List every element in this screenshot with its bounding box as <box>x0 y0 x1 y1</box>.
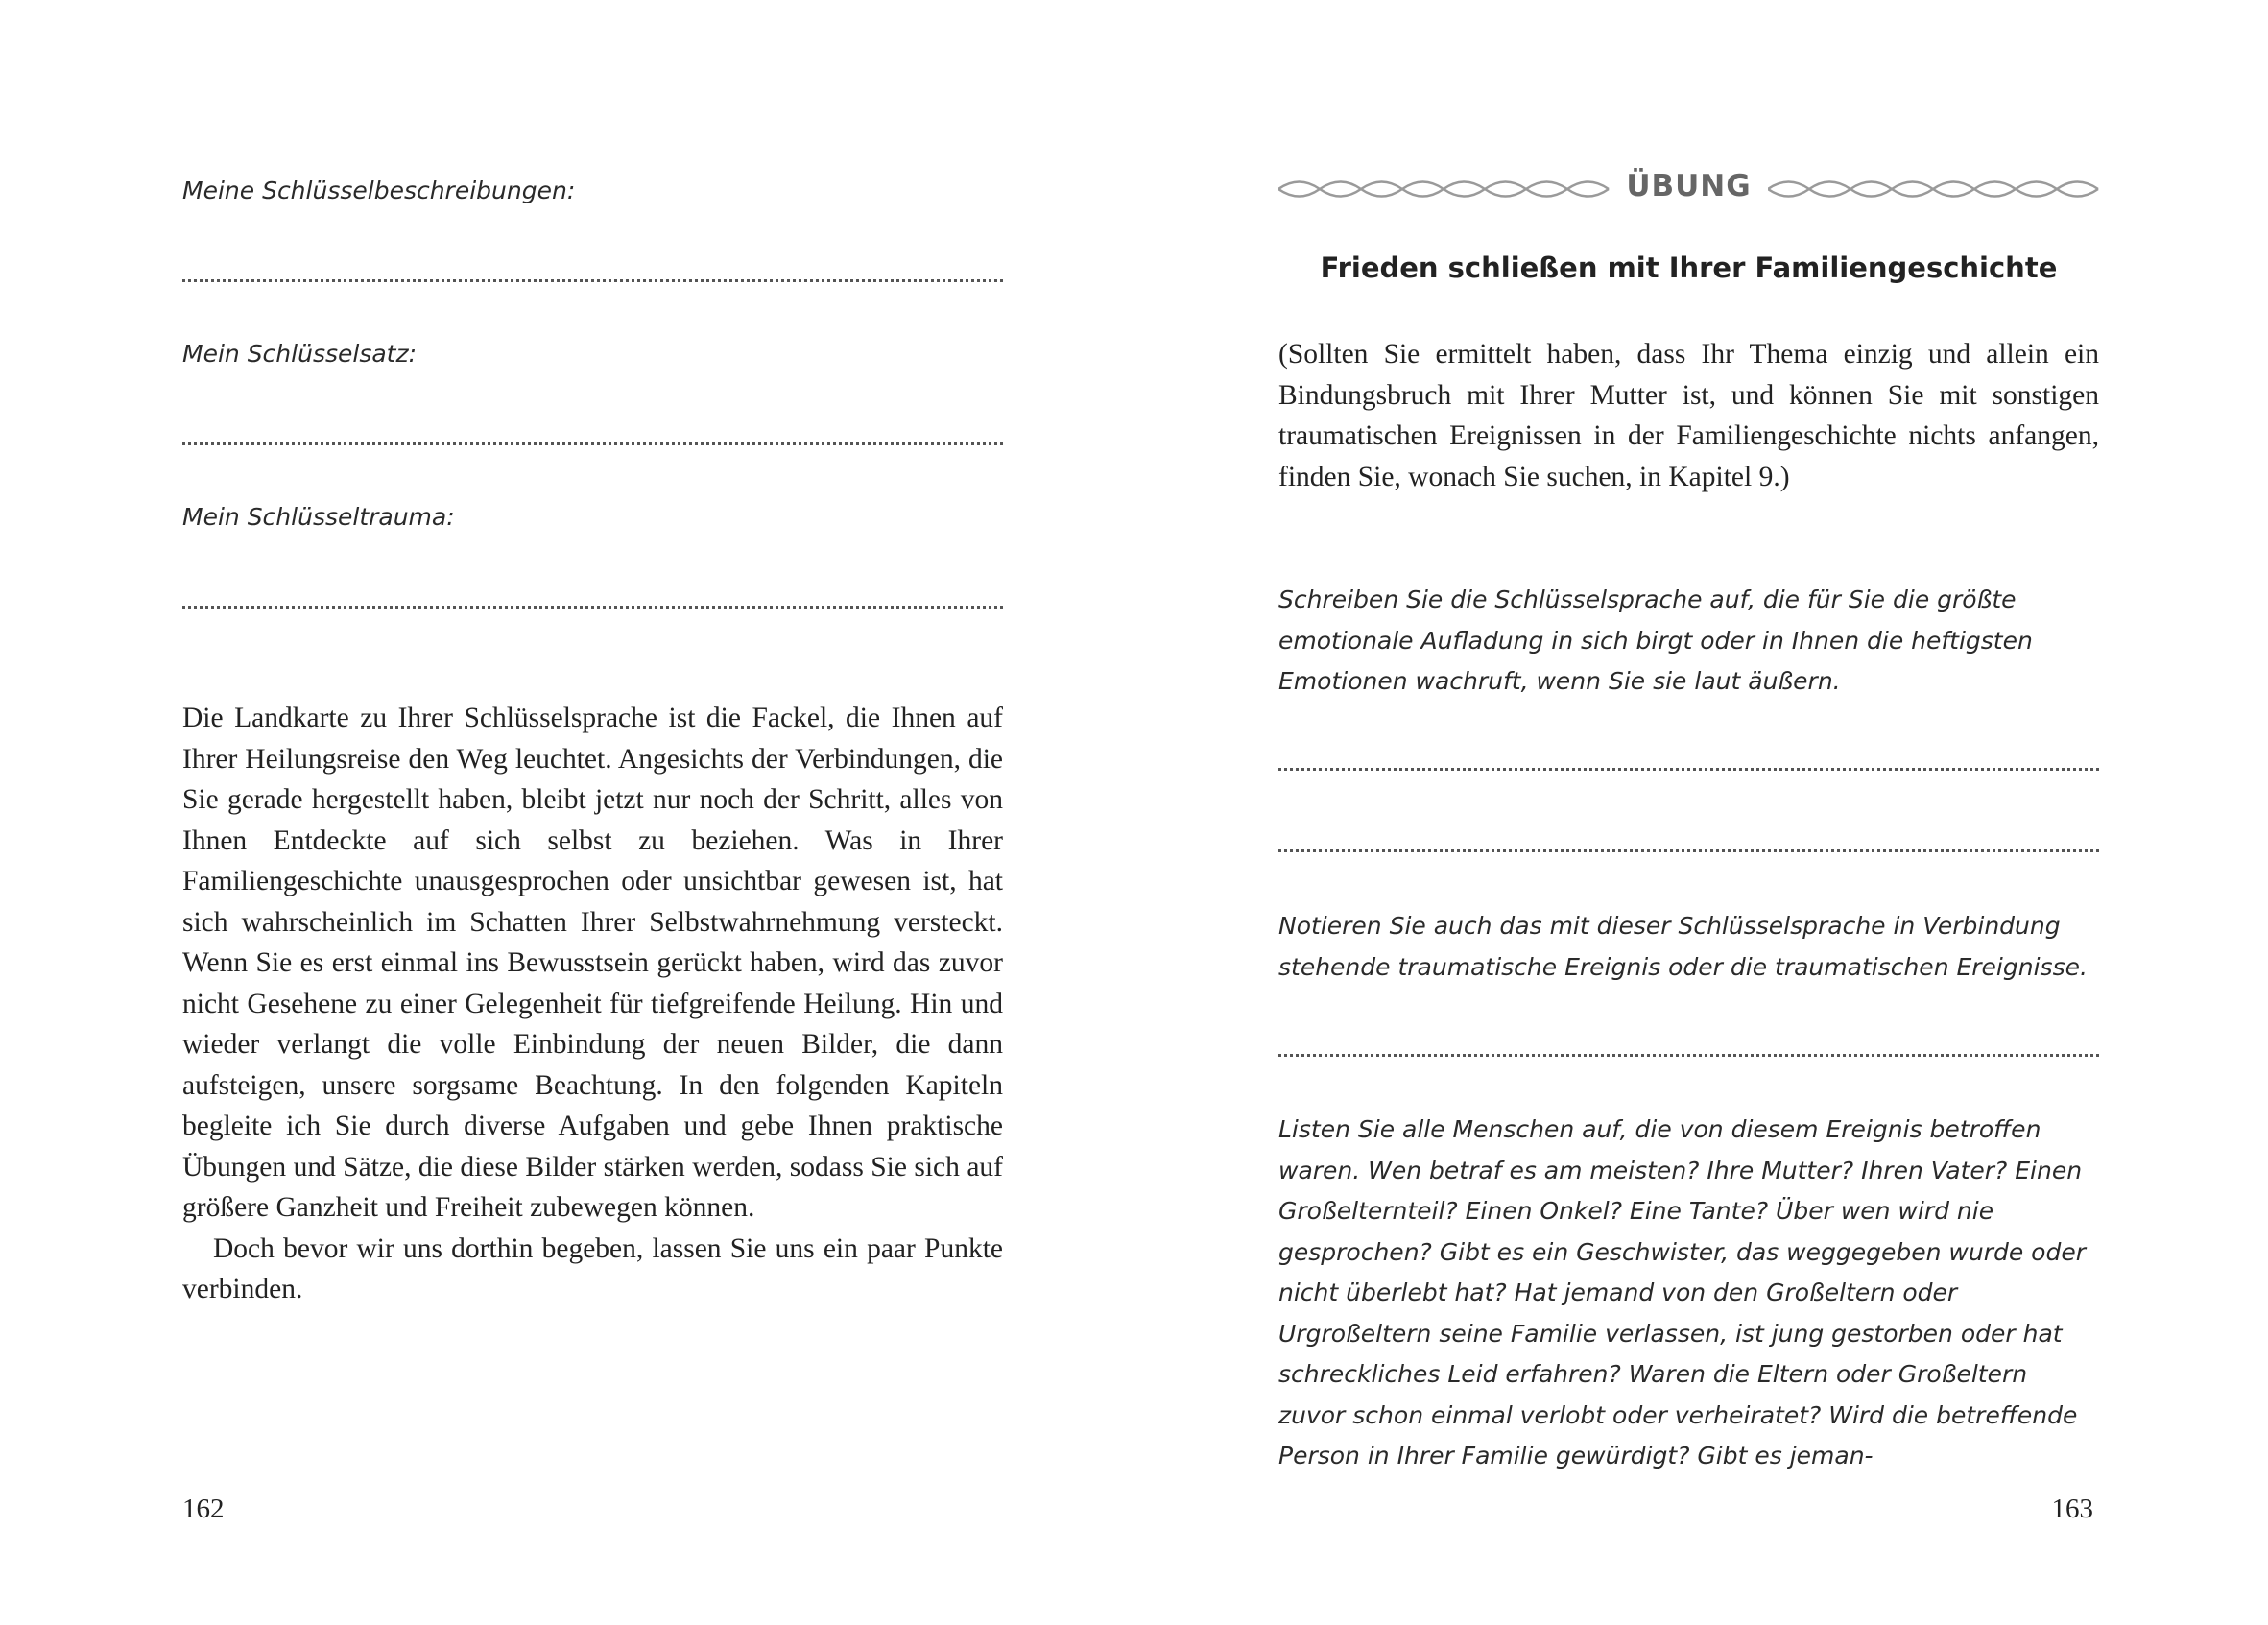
exercise-header <box>1278 167 2099 209</box>
write-line-key-descriptions[interactable] <box>182 279 1003 282</box>
body-text <box>182 698 1003 1310</box>
field-label-key-sentence: Mein Schlüsselsatz: <box>182 340 418 368</box>
exercise-intro: (Sollten Sie ermittelt haben, dass Ihr Thema einzig und allein ein Bindungsbruch mit Ihrer Mutter ist, und können Sie mit sonstigen traumatischen Ereignissen in der Familiengeschichte nichts anfangen, finden Sie, wonach Sie suchen, in Kapitel 9.) <box>1278 339 2099 492</box>
right-page <box>1134 0 2268 1625</box>
write-line-key-trauma[interactable] <box>182 606 1003 609</box>
prompt-key-language: Schreiben Sie die Schlüsselsprache auf, die für Sie die größte emotionale Aufladung in sich birgt oder in Ihnen die heftigsten Emotionen wachruft, wenn Sie sie laut äußern. <box>1278 585 2033 695</box>
write-line-key-sentence[interactable] <box>182 442 1003 445</box>
dna-helix-icon <box>1768 173 2099 205</box>
write-line-prompt-1b[interactable] <box>1278 849 2099 852</box>
section-label: ÜBUNG <box>1626 169 1752 203</box>
prompt-trauma-event: Notieren Sie auch das mit dieser Schlüsselsprache in Verbindung stehende traumatische Ereignis oder die traumatischen Ereignisse. <box>1278 912 2088 981</box>
field-label-key-descriptions: Meine Schlüsselbeschreibungen: <box>182 177 576 204</box>
body-paragraph: Die Landkarte zu Ihrer Schlüsselsprache ist die Fackel, die Ihnen auf Ihrer Heilungsreise den Weg leuchtet. Angesichts der Verbindungen, die Sie gerade hergestellt haben, bleibt jetzt nur noch der Schritt, alles von Ihnen Entdeckte auf sich selbst zu beziehen. Was in Ihrer Familiengeschichte unausgesprochen oder unsichtbar gewesen ist, hat sich wahrscheinlich im Schatten Ihrer Selbstwahrnehmung versteckt. Wenn Sie es erst einmal ins Bewusstsein gerückt haben, wird das zuvor nicht Gesehene zu einer Gelegenheit für tiefgreifende Heilung. Hin und wieder verlangt die volle Einbindung der neuen Bilder, die dann aufsteigen, unsere sorgsame Beachtung. In den folgenden Kapiteln begleite ich Sie durch diverse Aufgaben und gebe Ihnen praktische Übungen und Sätze, die diese Bilder stärken werden, sodass Sie sich auf größere Ganzheit und Freiheit zubewegen können. <box>182 703 1003 1223</box>
prompt-affected-people: Listen Sie alle Menschen auf, die von diesem Ereignis betroffen waren. Wen betraf es am meisten? Ihre Mutter? Ihren Vater? Einen Großelternteil? Einen Onkel? Eine Tante? Über wen wird nie gesprochen? Gibt es ein Geschwister, das weggegeben wurde oder nicht überlebt hat? Hat jemand von den Großeltern oder Urgroßeltern seine Familie verlassen, ist jung gestorben oder hat schreckliches Leid erfahren? Waren die Eltern oder Großeltern zuvor schon einmal verlobt oder verheiratet? Wird die betreffende Person in Ihrer Familie gewürdigt? Gibt es jeman- <box>1278 1115 2086 1470</box>
write-line-prompt-1a[interactable] <box>1278 768 2099 771</box>
body-paragraph: Doch bevor wir uns dorthin begeben, lassen Sie uns ein paar Punkte verbinden. <box>182 1232 1003 1304</box>
exercise-title: Frieden schließen mit Ihrer Familiengeschichte <box>1320 251 2058 284</box>
field-label-key-trauma: Mein Schlüsseltrauma: <box>182 503 455 531</box>
page-number: 163 <box>2051 1494 2093 1524</box>
page-number: 162 <box>182 1494 225 1524</box>
write-line-prompt-2[interactable] <box>1278 1054 2099 1057</box>
